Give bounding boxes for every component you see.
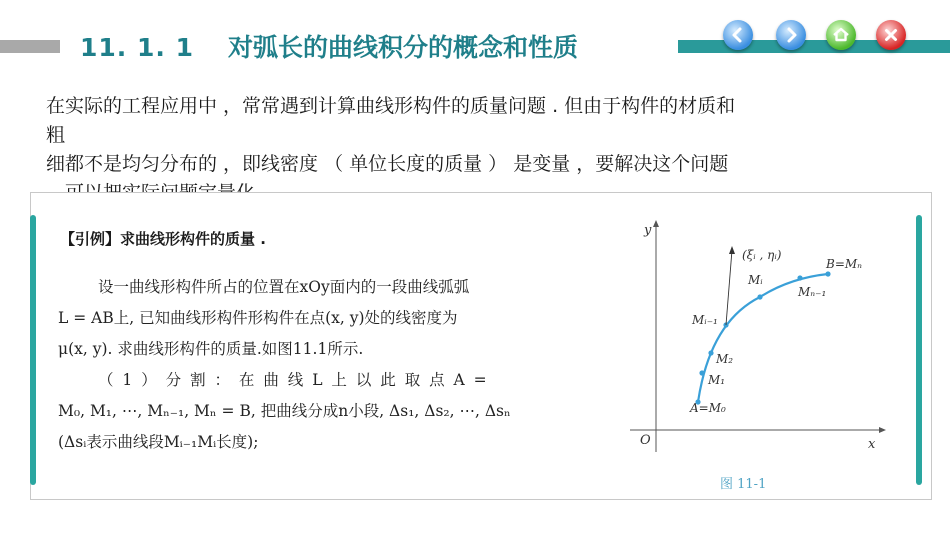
section-number: 11. 1. 1 <box>80 33 194 62</box>
header-bar-left <box>0 40 60 53</box>
intro-paragraph <box>46 92 926 208</box>
point-m1 <box>699 370 704 375</box>
y-axis-arrow <box>653 220 659 227</box>
y-axis-label: y <box>644 223 652 238</box>
label-mi: Mᵢ <box>748 273 763 287</box>
figure-caption: 图 11-1 <box>720 477 767 492</box>
curve-diagram <box>620 212 890 472</box>
panel-accent-left <box>30 215 36 485</box>
label-m2: M₂ <box>716 352 734 366</box>
xi-eta-pointer-arrow <box>729 246 735 254</box>
label-a: A=M₀ <box>690 401 726 415</box>
home-button[interactable] <box>826 20 856 50</box>
section-title: 对弧长的曲线积分的概念和性质 <box>227 33 578 62</box>
next-button[interactable] <box>776 20 806 50</box>
example-line: 设一曲线形构件所占的位置在xOy面内的一段曲线弧弧 <box>98 278 470 296</box>
origin-label: O <box>640 433 651 448</box>
intro-line: 在实际的工程应用中 ，常常遇到计算曲线形构件的质量问题 . 但由于构件的材质和 <box>46 95 736 117</box>
page-title <box>80 28 578 64</box>
point-m2 <box>708 350 713 355</box>
x-axis-label: x <box>868 437 876 452</box>
x-axis-arrow <box>879 427 886 433</box>
point-mi <box>757 294 762 299</box>
curve-figure <box>620 212 890 502</box>
arrow-left-icon <box>727 24 749 46</box>
arrow-right-icon <box>780 24 802 46</box>
example-line: （ 1 ） 分 割 ： 在 曲 线 L 上 以 此 取 点 A = <box>98 371 489 389</box>
example-line: L = AB上, 已知曲线形构件形构件在点(x, y)处的线密度为 <box>58 309 458 327</box>
home-icon <box>830 24 852 46</box>
example-heading: 【引例】求曲线形构件的质量 . <box>60 230 266 248</box>
intro-line: 细都不是均匀分布的 ，即线密度 （ 单位长度的质量 ） 是变量 ，要解决这个问题 <box>46 153 729 175</box>
label-b: B=Mₙ <box>826 257 863 271</box>
xi-eta-pointer <box>726 250 732 325</box>
label-mn1: Mₙ₋₁ <box>798 285 827 299</box>
panel-accent-right <box>916 215 922 485</box>
close-icon <box>880 24 902 46</box>
example-line: μ(x, y). 求曲线形构件的质量.如图11.1所示. <box>58 340 364 358</box>
intro-line: 粗 <box>46 124 66 146</box>
header-bar-right <box>678 40 950 53</box>
close-button[interactable] <box>876 20 906 50</box>
example-line: M₀, M₁, ⋯, Mₙ₋₁, Mₙ = B, 把曲线分成n小段, Δs₁, Δs₂, ⋯, Δsₙ <box>58 402 511 420</box>
example-line: (Δsᵢ表示曲线段Mᵢ₋₁Mᵢ长度); <box>58 433 259 451</box>
prev-button[interactable] <box>723 20 753 50</box>
example-body <box>58 272 580 458</box>
point-b <box>825 271 830 276</box>
point-mn1 <box>797 275 802 280</box>
label-m1: M₁ <box>708 373 726 387</box>
label-mi1: Mᵢ₋₁ <box>692 313 718 327</box>
label-xi-eta: (ξᵢ , ηᵢ) <box>742 248 782 262</box>
